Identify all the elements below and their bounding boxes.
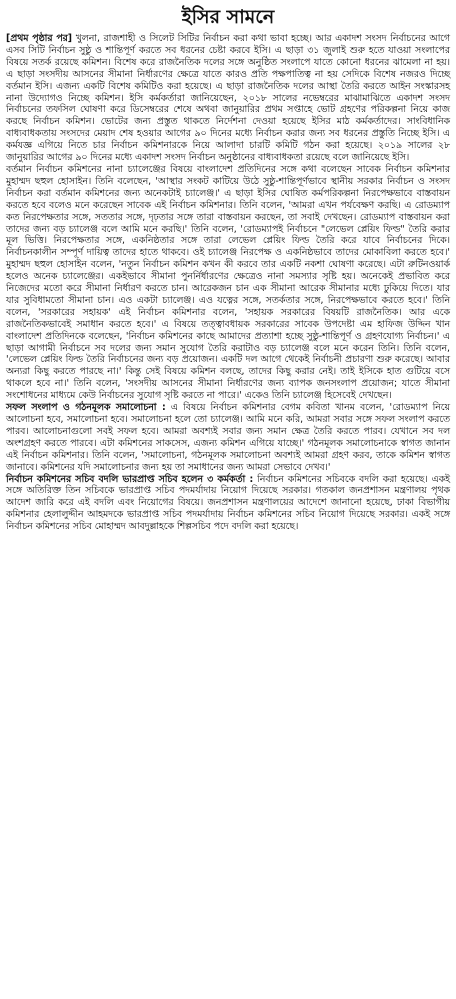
article-headline: ইসির সামনে <box>181 6 275 28</box>
paragraph-intro <box>6 33 450 164</box>
paragraph-former-commissioner: বর্তমান নির্বাচন কমিশনের নানা চ্যালেঞ্জের বিষয়ে বাংলাদেশ প্রতিদিনের সঙ্গে কথা বলেছেন সাবেক নির্বাচন কমিশনার মুহাম্মদ ছহুল হোসাইন। তিনি বলেছেন, 'আস্থার সংকট কাটিয়ে উঠে সুষ্ঠু-শান্তিপূর্ণভাবে স্থানীয় সরকার নির্বাচন ও সংসদ নির্বাচন করা বর্তমান কমিশনের জন্য অনেকটাই চ্যালেঞ্জ।' এ ছাড়া ইসির ঘোষিত কর্মপরিকল্পনা নিরপেক্ষভাবে বাস্তবায়ন করতে হবে বলেও মনে করেছেন সাবেক এই নির্বাচন কমিশনার। তিনি বলেন, 'আমরা এখন পর্যবেক্ষণ করছি। এ রোডম্যাপ কত নিরপেক্ষতার সঙ্গে, সততার সঙ্গে, দৃঢ়তার সঙ্গে তারা বাস্তবায়ন করছেন, তা সবাই দেখছেন। রোডম্যাপ বাস্তবায়ন করা তাদের জন্য বড় চ্যালেঞ্জ বলে আমি মনে করছি।' তিনি বলেন, 'রোডম্যাপই নির্বাচনে "লেভেল প্লেয়িং ফিল্ড" তৈরি করার মূল ভিত্তি। নিরপেক্ষতার সঙ্গে, একনিষ্ঠতার সঙ্গে তারা লেভেল প্লেয়িং ফিল্ড তৈরি করে যাবে নির্বাচনের দিকে। নির্বাচনকালীন সম্পূর্ণ দায়িত্ব তাদের হাতে থাকবে। ওই চ্যালেঞ্জ নিরপেক্ষ ও একনিষ্ঠভাবে তাদের মোকাবিলা করতে হবে।' মুহাম্মদ ছহুল হোসাইন বলেন, 'নতুন নির্বাচন কমিশন কখন কী করবে তার একটি নকশা ঘোষণা করেছে। এটা রুটিনওয়ার্ক হলেও অনেক চ্যালেঞ্জের। একইভাবে সীমানা পুনর্নির্ধারণের ক্ষেত্রেও নানা সমস্যার সৃষ্টি হয়। অনেকেই প্রভাবিত করে নিজেদের মতো করে সীমানা নির্ধারণ করতে চান। আরেকজন চান এক সীমানা আরেক সীমানার মধ্যে ঢুকিয়ে দিতে। যার যার সুবিধামতো সীমানা চান। এও একটা চ্যালেঞ্জ। এও যত্নের সঙ্গে, সতর্কতার সঙ্গে, নিরপেক্ষভাবে করতে হবে।' তিনি বলেন, 'সরকারের সহায়ক' এই নির্বাচন কমিশনার বলেন, 'সহায়ক সরকারের বিষয়টি রাজনৈতিক। আর একে রাজনৈতিকভাবেই সমাধান করতে হবে।' এ বিষয়ে তত্ত্বাবধায়ক সরকারের সাবেক উপদেষ্টা এম হাফিজ উদ্দিন খান বাংলাদেশ প্রতিদিনকে বলেছেন, 'নির্বাচন কমিশনের কাছে আমাদের প্রত্যাশা হচ্ছে সুষ্ঠু-শান্তিপূর্ণ ও গ্রহণযোগ্য নির্বাচন।' এ ছাড়া আগামী নির্বাচনে সব দলের জন্য সমান সুযোগ তৈরি করাটাও বড় চ্যালেঞ্জ বলে মনে করেন তিনি। তিনি বলেন, 'লেভেল প্লেয়িং ফিল্ড তৈরি নির্বাচনের জন্য বড় প্রয়োজন। একটি দল আগে থেকেই নির্বাচনী প্রচারণা শুরু করেছে। আবার অন্যরা কিছু করতে পারছে না।' কিন্তু সেই বিষয়ে কমিশন বলছে, তাদের কিছু করার নেই। তাই ইসিকে হাত গুটিয়ে বসে থাকলে হবে না।' তিনি বলেন, 'সংসদীয় আসনের সীমানা নির্ধারণের জন্য ব্যাপক জনসংলাপ প্রয়োজন; যাতে সীমানা সংশোধনের মাধ্যমে কেউ নির্বাচনের সুযোগ সৃষ্টি করতে না পারে।' একেও তিনি চ্যালেঞ্জ হিসেবেই দেখছেন। <box>6 163 450 402</box>
subheading-dialogue: সফল সংলাপ ও গঠনমূলক সমালোচনা : <box>6 402 166 414</box>
article-body <box>6 33 450 533</box>
paragraph-dialogue-text: এ বিষয়ে নির্বাচন কমিশনার বেগম কবিতা খানম বলেন, 'রোডম্যাপ নিয়ে আলোচনা হবে, সমালোচনা হবে। সমালোচনা হলে তো চ্যালেঞ্জ। আমি মনে করি, আমরা সবার সঙ্গে সফল সংলাপ করতে পারব। আলোচনাগুলো সবই সফল হবে। আমরা অবশ্যই সবার জন্য সমান ক্ষেত্র তৈরি করতে পারব। যেখানে সব দল অংশগ্রহণ করতে পারবে। এটা কমিশনের সাকসেস, এজন্য কমিশন এগিয়ে যাচ্ছে।' গঠনমূলক সমালোচনাকে স্বাগত জানান এই নির্বাচন কমিশনার। তিনি বলেন, 'সমালোচনা, গঠনমূলক সমালোচনা অবশ্যই আমরা গ্রহণ করব, তাকে কমিশন স্বাগত জানাবে। কমিশনের যদি সমালোচনার জন্য হয় তা সমাধানের জন্য আমরা সেভাবে দেখব।' <box>6 402 450 473</box>
continuation-marker: [প্রথম পৃষ্ঠার পর] <box>6 33 73 44</box>
paragraph-intro-text: খুলনা, রাজশাহী ও সিলেট সিটির নির্বাচন করা কথা ভাবা হচ্ছে। আর একাদশ সংসদ নির্বাচনের আগে এসব সিটি নির্বাচন সুষ্ঠু ও শান্তিপূর্ণ করতে সব ধরনের চেষ্টা করবে ইসি। এ ছাড়া ৩১ জুলাই শুরু হতে যাওয়া সংলাপের বিষয়ে সতর্ক রয়েছে কমিশন। বিশেষ করে রাজনৈতিক দলের সঙ্গে অনুষ্ঠিত সংলাপে যাতে কোনো ধরনের ঝামেলা না হয়। এ ছাড়া সংসদীয় আসনের সীমানা নির্ধারণের ক্ষেত্রে যাতে কারও প্রতি পক্ষপাতিত্ব না হয় সেদিকে বিশেষ নজরও দিচ্ছে বর্তমান ইসি। এজন্য একটি বিশেষ কমিটিও করা হয়েছে। এ ছাড়া রাজনৈতিক দলের আস্থা তৈরি করতে আইন সংস্কারসহ নানা উদ্যোগও নিচ্ছে কমিশন। ইসি কর্মকর্তারা জানিয়েছেন, ২০১৮ সালের নভেম্বরের মাঝামাঝিতে একাদশ সংসদ নির্বাচনের তফসিল ঘোষণা করে ডিসেম্বরের শেষে অথবা জানুয়ারির প্রথম সপ্তাহে ভোট গ্রহণের পরিকল্পনা নিয়ে কাজ করছে নির্বাচন কমিশন। ভোটের জন্য প্রস্তুত থাকতে নির্দেশনা দেওয়া হয়েছে ইসির মাঠ কর্মকর্তাদের। সাংবিধানিক বাধ্যবাধকতায় সংসদের মেয়াদ শেষ হওয়ার আগের ৯০ দিনের মধ্যে নির্বাচন করার জন্য সব ধরনের প্রস্তুতি নিচ্ছে ইসি। এ কর্মযজ্ঞ এগিয়ে নিতে চার নির্বাচন কমিশনারকে নিয়ে আলাদা চারটি কমিটি গঠন করা হয়েছে। ২০১৯ সালের ২৮ জানুয়ারির আগের ৯০ দিনের মধ্যে একাদশ সংসদ নির্বাচন অনুষ্ঠানের বাধ্যবাধকতা রয়েছে বলে জানিয়েছে ইসি। <box>6 33 450 164</box>
paragraph-secretary-text: নির্বাচন কমিশনের সচিবকে বদলি করা হয়েছে। একই সঙ্গে অতিরিক্ত তিন সচিবকে ভারপ্রাপ্ত সচিব পদমর্যাদায় নিয়োগ দিয়েছে সরকার। গতকাল জনপ্রশাসন মন্ত্রণালয় পৃথক আদেশ জারি করে এই বদলি এবং নিয়োগের বিষয়ে। জনপ্রশাসন মন্ত্রণালয়ের আদেশে জানানো হয়েছে, ঢাকা বিভাগীয় কমিশনার হেলালুদ্দীন আহমদকে ভারপ্রাপ্ত সচিব পদমর্যাদায় নির্বাচন কমিশনের সচিব নিয়োগ দিয়েছে সরকার। একই সঙ্গে নির্বাচন কমিশনের সচিব মোহাম্মদ আবদুল্লাহকে শিল্পসচিব পদে বদলি করা হয়েছে। <box>6 473 450 533</box>
paragraph-dialogue <box>6 402 450 473</box>
subheading-secretary: নির্বাচন কমিশনের সচিব বদলি ভারপ্রাপ্ত সচিব হলেন ৩ কর্মকর্তা : <box>6 473 254 485</box>
paragraph-secretary <box>6 474 450 534</box>
